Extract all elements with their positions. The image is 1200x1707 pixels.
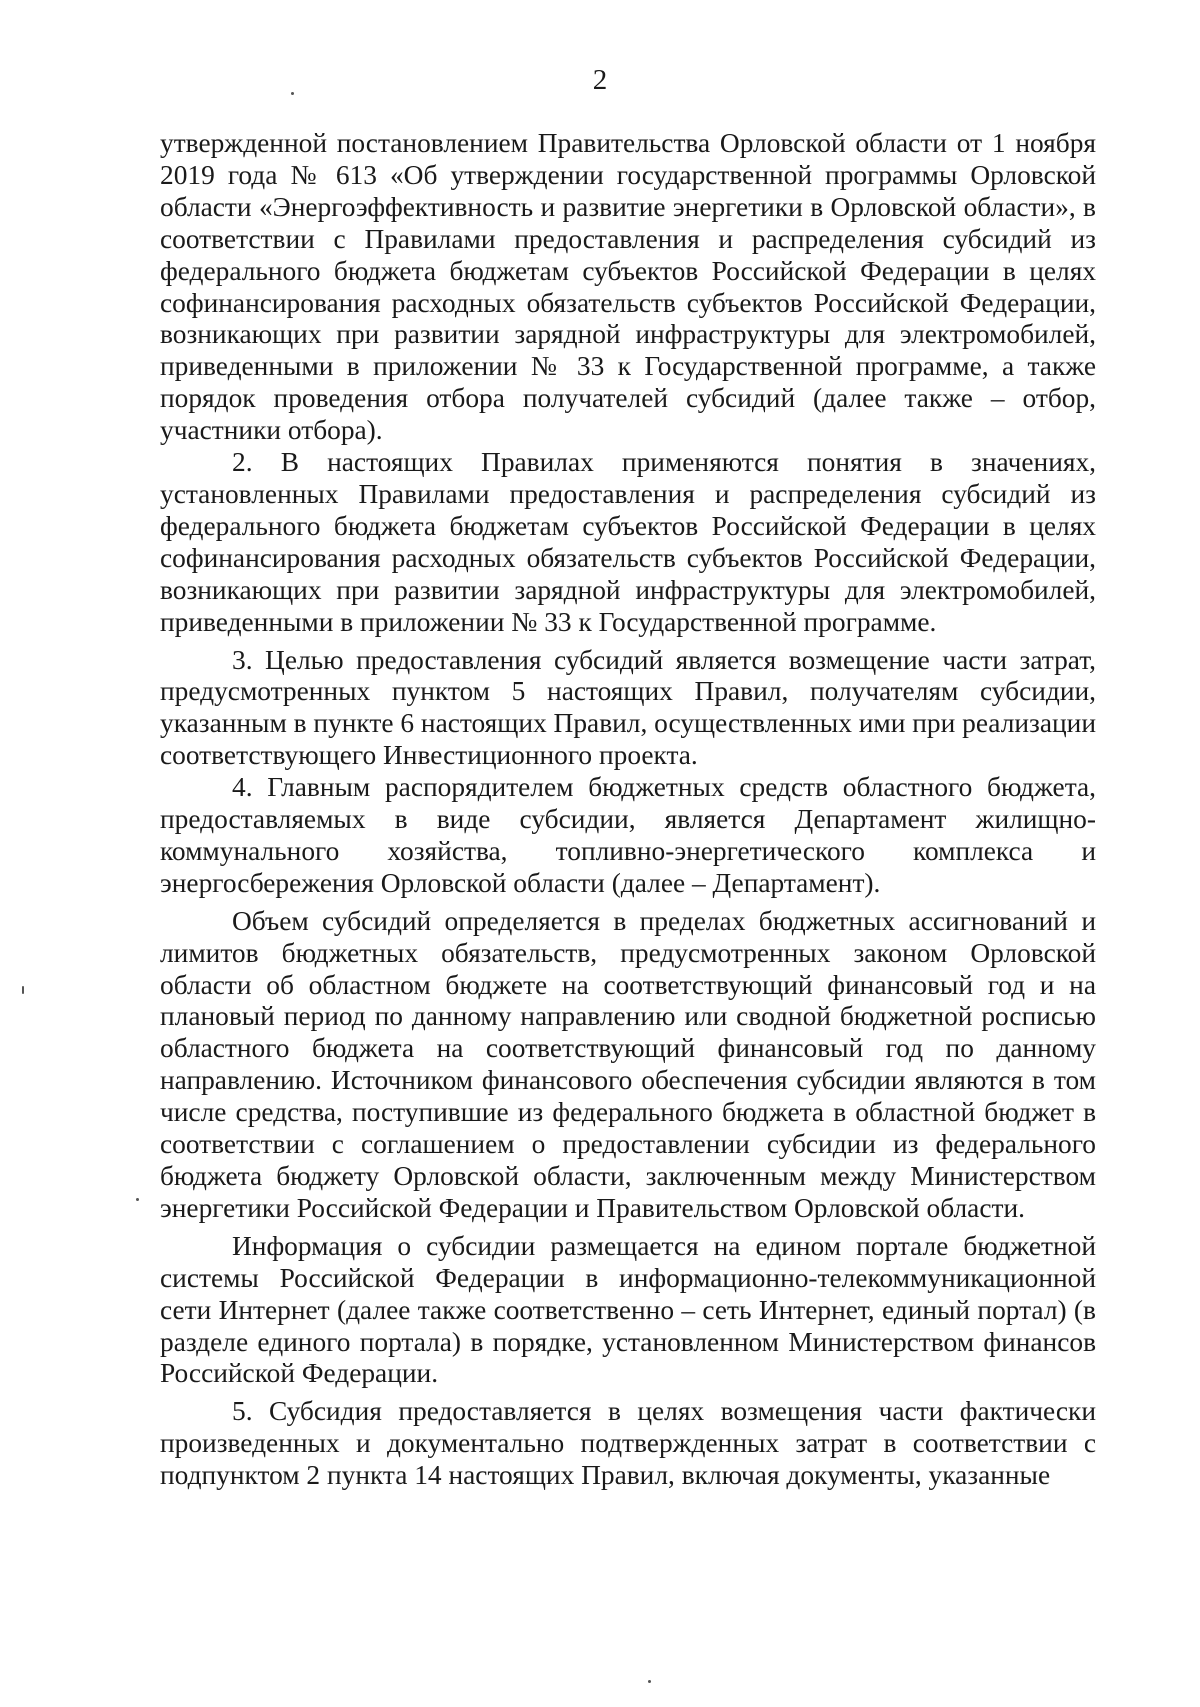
paragraph-1-continuation: утвержденной постановлением Правительства Орловской области от 1 ноября 2019 года № 613 «Об утверждении государственной программы Орловской области «Энергоэффективность и развитие энергетики в Орловской области», в соответствии с Правилами предоставления и распределения субсидий из федерального бюджета бюджетам субъектов Российской Федерации в целях софинансирования расходных обязательств субъектов Российской Федерации, возникающих при развитии зарядной инфраструктуры для электромобилей, приведенными в приложении № 33 к Государственной программе, а также порядок проведения отбора получателей субсидий (далее также – отбор, участники отбора).: [160, 128, 1096, 446]
paragraph-subsidy-info: Информация о субсидии размещается на едином портале бюджетной системы Российской Федерации в информационно-телекоммуникационной сети Интернет (далее также соответственно – сеть Интернет, единый портал) (в разделе единого портала) в порядке, установленном Министерством финансов Российской Федерации.: [160, 1230, 1096, 1389]
scan-speck: [291, 92, 294, 95]
paragraph-subsidy-volume: Объем субсидий определяется в пределах бюджетных ассигнований и лимитов бюджетных обязательств, предусмотренных законом Орловской области об областном бюджете на соответствующий финансовый год и на плановый период по данному направлению или сводной бюджетной росписью областного бюджета на соответствующий финансовый год по данному направлению. Источником финансового обеспечения субсидии являются в том числе средства, поступившие из федерального бюджета в областной бюджет в соответствии с соглашением о предоставлении субсидии из федерального бюджета бюджету Орловской области, заключенным между Министерством энергетики Российской Федерации и Правительством Орловской области.: [160, 905, 1096, 1223]
paragraph-3: 3. Целью предоставления субсидий является возмещение части затрат, предусмотренных пунктом 5 настоящих Правил, получателям субсидии, указанным в пункте 6 настоящих Правил, осуществленных ими при реализации соответствующего Инвестиционного проекта.: [160, 644, 1096, 771]
scan-speck: [136, 1198, 139, 1201]
scan-speck: [648, 1680, 651, 1683]
paragraph-2: 2. В настоящих Правилах применяются понятия в значениях, установленных Правилами предоставления и распределения субсидий из федерального бюджета бюджетам субъектов Российской Федерации в целях софинансирования расходных обязательств субъектов Российской Федерации, возникающих при развитии зарядной инфраструктуры для электромобилей, приведенными в приложении № 33 к Государственной программе.: [160, 447, 1096, 637]
paragraph-5: 5. Субсидия предоставляется в целях возмещения части фактически произведенных и документально подтвержденных затрат в соответствии с подпунктом 2 пункта 14 настоящих Правил, включая документы, указанные: [160, 1396, 1096, 1491]
scan-speck: [22, 986, 24, 994]
document-body: [160, 128, 1096, 1492]
paragraph-4: 4. Главным распорядителем бюджетных средств областного бюджета, предоставляемых в виде субсидии, является Департамент жилищно-коммунального хозяйства, топливно-энергетического комплекса и энергосбережения Орловской области (далее – Департамент).: [160, 772, 1096, 898]
page-number: 2: [592, 64, 608, 96]
